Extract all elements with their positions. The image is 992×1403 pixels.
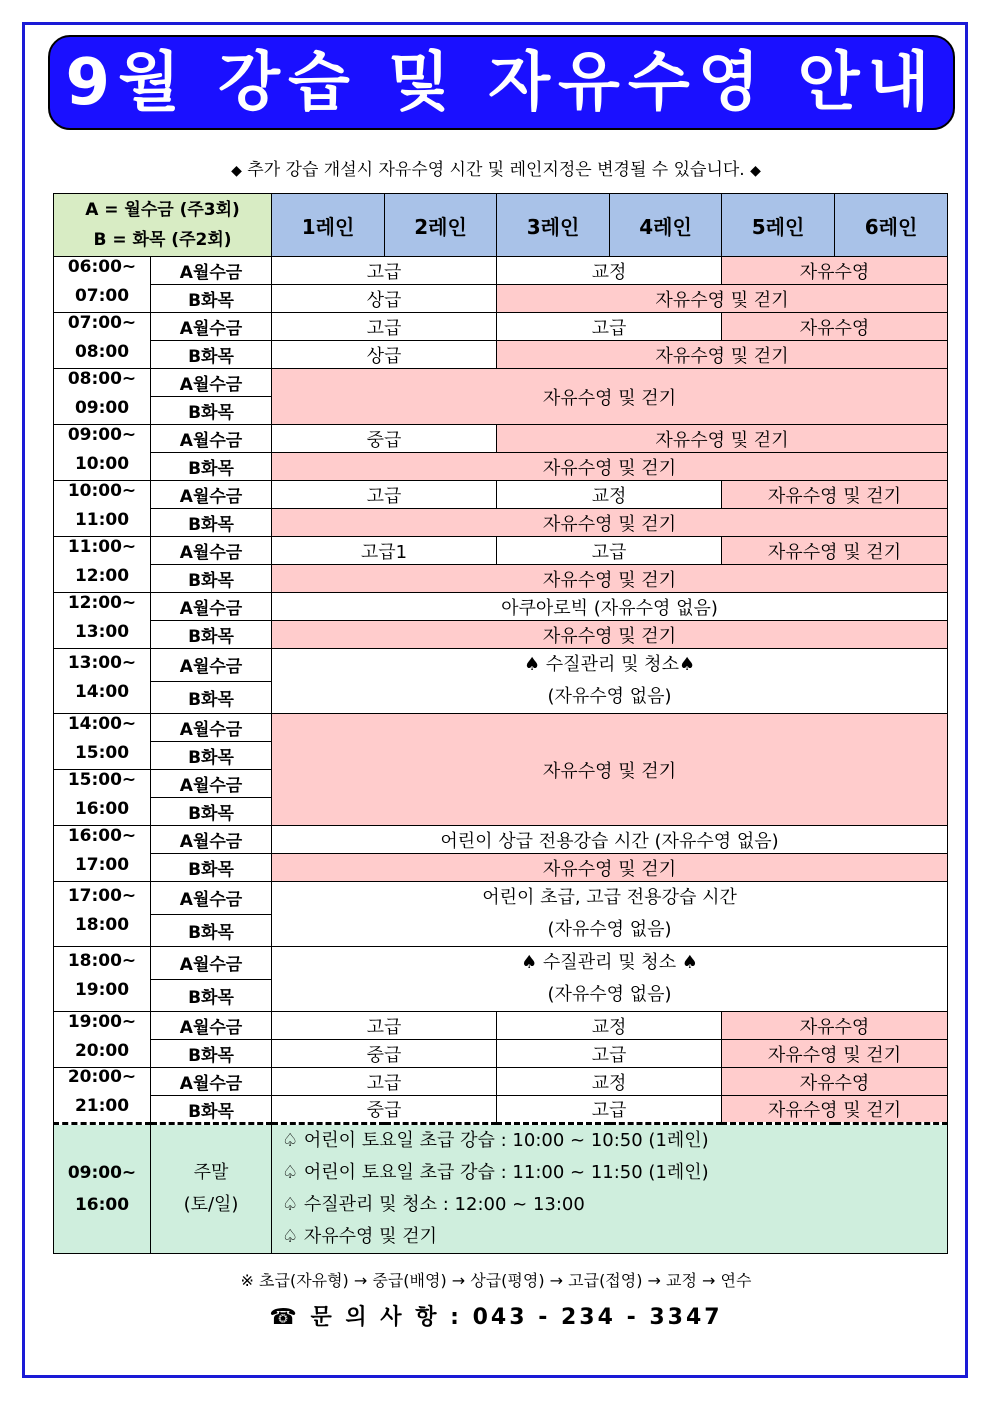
page-title: 9월 강습 및 자유수영 안내	[65, 45, 938, 120]
day-label: A월수금	[151, 1012, 272, 1040]
table-row	[54, 1096, 948, 1124]
time-cell: 14:00~ 15:00	[54, 714, 151, 770]
table-row	[54, 285, 948, 313]
table-row	[54, 369, 948, 397]
lane-cell: 상급	[272, 285, 497, 313]
day-label: B화목	[151, 798, 272, 826]
time-cell: 12:00~ 13:00	[54, 593, 151, 649]
day-label: A월수금	[151, 313, 272, 341]
lane-cell	[272, 947, 948, 1012]
day-label: B화목	[151, 742, 272, 770]
lane-cell: 교정	[497, 481, 722, 509]
title-banner	[48, 35, 955, 130]
lane-cell: 고급	[497, 313, 722, 341]
contact-separator: :	[450, 1305, 462, 1330]
notice	[0, 155, 992, 180]
table-row	[54, 509, 948, 537]
weekend-item: ♤ 자유수영 및 걷기	[282, 1226, 438, 1247]
lane-cell: 고급	[272, 1068, 497, 1096]
table-row	[54, 257, 948, 285]
lane-cell: 자유수영 및 걷기	[722, 1096, 948, 1124]
lane-cell	[272, 649, 948, 714]
lane-cell: 자유수영 및 걷기	[272, 369, 948, 425]
lane-header: 3레인	[497, 194, 610, 257]
table-row	[54, 1068, 948, 1096]
lane-cell: 중급	[272, 425, 497, 453]
day-label: B화목	[151, 979, 272, 1012]
lane-cell: 자유수영 및 걷기	[272, 714, 948, 826]
lane-cell: 자유수영 및 걷기	[497, 425, 948, 453]
merged-line: ♠ 수질관리 및 청소♠	[523, 654, 696, 675]
lane-cell: 자유수영 및 걷기	[272, 453, 948, 481]
lane-cell: 고급	[497, 1040, 722, 1068]
day-label: A월수금	[151, 257, 272, 285]
table-row	[54, 425, 948, 453]
time-cell: 10:00~ 11:00	[54, 481, 151, 537]
day-label: A월수금	[151, 369, 272, 397]
legend-cell	[54, 194, 272, 257]
table-row	[54, 453, 948, 481]
weekend-time: 09:00~ 16:00	[54, 1124, 151, 1254]
day-label: B화목	[151, 681, 272, 714]
time-cell: 07:00~ 08:00	[54, 313, 151, 369]
merged-line: (자유수영 없음)	[547, 686, 672, 707]
lane-cell: 자유수영 및 걷기	[497, 285, 948, 313]
lane-cell: 고급	[272, 481, 497, 509]
merged-line: 어린이 초급, 고급 전용강습 시간	[482, 887, 737, 908]
day-label: B화목	[151, 854, 272, 882]
time-cell: 17:00~ 18:00	[54, 882, 151, 947]
merged-line: (자유수영 없음)	[547, 984, 672, 1005]
notice-text: 추가 강습 개설시 자유수영 시간 및 레인지정은 변경될 수 있습니다.	[247, 160, 745, 180]
lane-cell: 고급	[497, 537, 722, 565]
weekend-day: 주말 (토/일)	[151, 1124, 272, 1254]
day-label: B화목	[151, 453, 272, 481]
weekend-item: ♤ 어린이 토요일 초급 강습 : 10:00 ~ 10:50 (1레인)	[282, 1130, 709, 1151]
day-label: B화목	[151, 1096, 272, 1124]
day-label: A월수금	[151, 1068, 272, 1096]
level-progression-note: ※ 초급(자유형) → 중급(배영) → 상급(평영) → 고급(접영) → 교정 → 연수	[240, 1271, 752, 1290]
weekend-item: ♤ 어린이 토요일 초급 강습 : 11:00 ~ 11:50 (1레인)	[282, 1162, 709, 1183]
table-row	[54, 341, 948, 369]
table-row	[54, 947, 948, 980]
day-label: B화목	[151, 914, 272, 947]
legend-b: B = 화목 (주2회)	[93, 230, 232, 250]
day-label: A월수금	[151, 425, 272, 453]
table-row	[54, 537, 948, 565]
lane-cell: 자유수영 및 걷기	[272, 621, 948, 649]
lane-cell: 자유수영 및 걷기	[722, 481, 948, 509]
lane-header: 1레인	[272, 194, 385, 257]
table-row	[54, 882, 948, 915]
header-row	[54, 194, 948, 257]
merged-line: (자유수영 없음)	[547, 919, 672, 940]
time-cell: 08:00~ 09:00	[54, 369, 151, 425]
legend-a: A = 월수금 (주3회)	[85, 200, 240, 220]
lane-cell: 고급	[497, 1096, 722, 1124]
lane-cell: 어린이 상급 전용강습 시간 (자유수영 없음)	[272, 826, 948, 854]
table-row	[54, 313, 948, 341]
day-label: A월수금	[151, 947, 272, 980]
lane-cell: 자유수영 및 걷기	[272, 565, 948, 593]
time-cell: 18:00~ 19:00	[54, 947, 151, 1012]
table-row	[54, 826, 948, 854]
diamond-icon: ◆	[750, 163, 761, 179]
time-cell: 15:00~ 16:00	[54, 770, 151, 826]
diamond-icon: ◆	[231, 163, 242, 179]
lane-cell: 교정	[497, 1068, 722, 1096]
lane-cell: 자유수영 및 걷기	[272, 854, 948, 882]
lane-cell: 중급	[272, 1040, 497, 1068]
lane-cell: 교정	[497, 257, 722, 285]
time-cell: 09:00~ 10:00	[54, 425, 151, 481]
lane-cell: 고급	[272, 257, 497, 285]
time-cell: 20:00~ 21:00	[54, 1068, 151, 1124]
weekend-item: ♤ 수질관리 및 청소 : 12:00 ~ 13:00	[282, 1194, 585, 1215]
table-row	[54, 1040, 948, 1068]
lane-cell: 자유수영 및 걷기	[272, 509, 948, 537]
lane-cell: 자유수영 및 걷기	[722, 537, 948, 565]
lane-cell: 중급	[272, 1096, 497, 1124]
table-row	[54, 593, 948, 621]
day-label: A월수금	[151, 826, 272, 854]
lane-header: 6레인	[835, 194, 948, 257]
day-label: B화목	[151, 397, 272, 425]
contact-label: 문 의 사 항	[310, 1305, 440, 1330]
weekend-row	[54, 1124, 948, 1254]
table-row	[54, 481, 948, 509]
contact-phone: 043 - 234 - 3347	[472, 1305, 723, 1330]
lane-cell: 아쿠아로빅 (자유수영 없음)	[272, 593, 948, 621]
lane-cell: 자유수영	[722, 257, 948, 285]
contact-info	[0, 1300, 992, 1331]
table-row	[54, 565, 948, 593]
lane-cell: 상급	[272, 341, 497, 369]
lane-cell: 고급	[272, 1012, 497, 1040]
table-row	[54, 1012, 948, 1040]
day-label: A월수금	[151, 537, 272, 565]
lane-cell: 자유수영	[722, 1068, 948, 1096]
merged-line: ♠ 수질관리 및 청소 ♠	[521, 952, 698, 973]
lane-cell: 자유수영	[722, 1012, 948, 1040]
schedule-table	[53, 193, 948, 1254]
lane-cell: 자유수영 및 걷기	[497, 341, 948, 369]
lane-cell: 교정	[497, 1012, 722, 1040]
day-label: B화목	[151, 341, 272, 369]
day-label: B화목	[151, 565, 272, 593]
table-row	[54, 621, 948, 649]
lane-cell: 자유수영	[722, 313, 948, 341]
day-label: A월수금	[151, 593, 272, 621]
table-row	[54, 854, 948, 882]
time-cell: 06:00~ 07:00	[54, 257, 151, 313]
lane-cell: 고급	[272, 313, 497, 341]
lane-cell: 고급1	[272, 537, 497, 565]
lane-header: 2레인	[385, 194, 497, 257]
time-cell: 19:00~ 20:00	[54, 1012, 151, 1068]
table-row	[54, 649, 948, 682]
lane-cell	[272, 882, 948, 947]
time-cell: 16:00~ 17:00	[54, 826, 151, 882]
weekend-schedule	[272, 1124, 948, 1254]
lane-cell: 자유수영 및 걷기	[722, 1040, 948, 1068]
phone-icon: ☎	[269, 1305, 300, 1330]
time-cell: 13:00~ 14:00	[54, 649, 151, 714]
lane-header: 5레인	[722, 194, 835, 257]
day-label: A월수금	[151, 882, 272, 915]
day-label: A월수금	[151, 770, 272, 798]
time-cell: 11:00~ 12:00	[54, 537, 151, 593]
day-label: A월수금	[151, 481, 272, 509]
day-label: B화목	[151, 285, 272, 313]
day-label: A월수금	[151, 649, 272, 682]
lane-header: 4레인	[610, 194, 722, 257]
day-label: B화목	[151, 621, 272, 649]
day-label: B화목	[151, 509, 272, 537]
table-row	[54, 714, 948, 742]
day-label: A월수금	[151, 714, 272, 742]
day-label: B화목	[151, 1040, 272, 1068]
